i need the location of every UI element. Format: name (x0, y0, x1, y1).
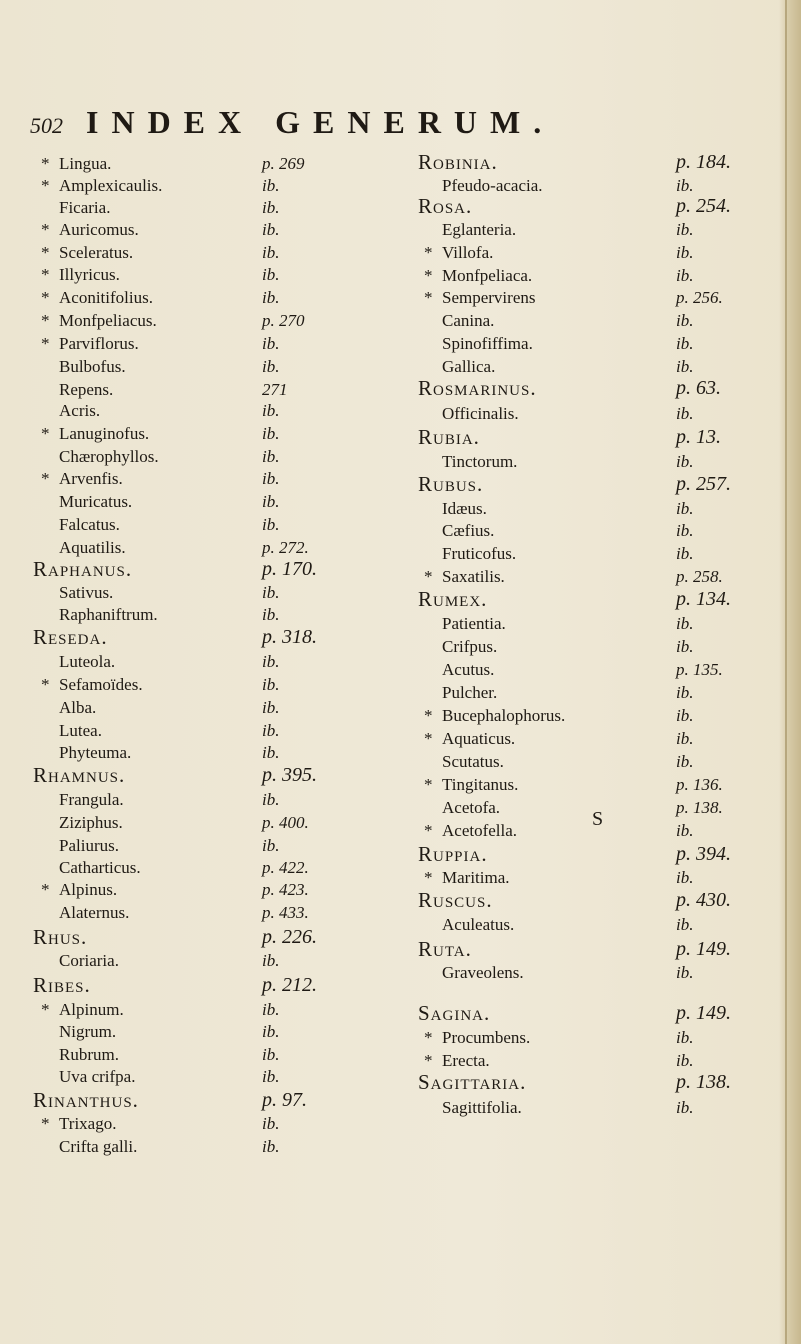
species-name: Lanuginofus. (59, 424, 150, 443)
page-reference: p. 272. (262, 538, 309, 557)
index-entry (59, 446, 159, 468)
species-name: Acris. (59, 401, 101, 420)
index-entry (442, 797, 500, 819)
index-entry (442, 962, 524, 984)
asterisk-marker: * (424, 729, 433, 748)
index-entry (41, 287, 153, 309)
species-name: Aconitifolius. (59, 288, 153, 307)
index-entry (59, 835, 119, 857)
asterisk-marker: * (41, 1000, 50, 1019)
page-reference: ib. (676, 637, 694, 656)
species-name: Uva crifpa. (59, 1067, 136, 1086)
species-name: Scutatus. (442, 752, 504, 771)
page-reference: p. 138. (676, 798, 723, 817)
section-letter: S (592, 808, 604, 830)
index-entry (41, 219, 139, 241)
index-entry (41, 999, 124, 1021)
page-reference: ib. (676, 729, 694, 748)
page-reference: ib. (676, 614, 694, 633)
species-name: Tingitanus. (442, 775, 519, 794)
genus-name: Rubia. (418, 425, 480, 449)
species-name: Alpinus. (59, 880, 118, 899)
index-entry (424, 867, 510, 889)
page-reference: p. 212. (262, 974, 317, 996)
species-name: Chærophyllos. (59, 447, 159, 466)
page-reference: ib. (676, 521, 694, 540)
index-entry (59, 1021, 116, 1043)
index-entry (41, 333, 139, 355)
index-entry (41, 264, 120, 286)
page-reference: ib. (262, 357, 280, 376)
page-reference: ib. (262, 1000, 280, 1019)
asterisk-marker: * (41, 675, 50, 694)
index-entry (418, 889, 493, 911)
species-name: Crifpus. (442, 637, 498, 656)
species-name: Raphaniftrum. (59, 605, 158, 624)
index-entry (59, 356, 126, 378)
species-name: Ziziphus. (59, 813, 123, 832)
species-name: Villofa. (442, 243, 494, 262)
species-name: Gallica. (442, 357, 496, 376)
page-reference: p. 138. (676, 1071, 731, 1093)
page-reference: ib. (676, 683, 694, 702)
genus-name: Rinanthus. (33, 1088, 139, 1112)
index-entry (442, 498, 487, 520)
page-reference: ib. (676, 963, 694, 982)
page-reference: ib. (262, 1114, 280, 1133)
index-entry (442, 613, 506, 635)
page-reference: ib. (676, 404, 694, 423)
index-entry (442, 310, 494, 332)
index-entry (59, 789, 124, 811)
index-entry (41, 1113, 117, 1135)
page-reference: ib. (676, 243, 694, 262)
index-entry (59, 604, 158, 626)
index-entry (442, 543, 516, 565)
index-entry (59, 1044, 119, 1066)
species-name: Sagittifolia. (442, 1098, 522, 1117)
page-reference: p. 423. (262, 880, 309, 899)
page-reference: ib. (676, 1028, 694, 1047)
asterisk-marker: * (424, 567, 433, 586)
page-reference: ib. (262, 288, 280, 307)
index-entry (41, 242, 134, 264)
page-reference: p. 269 (262, 154, 305, 173)
page-reference: ib. (676, 1051, 694, 1070)
index-entry (59, 1066, 135, 1088)
page-reference: p. 226. (262, 926, 317, 948)
species-name: Alba. (59, 698, 97, 717)
index-entry (33, 764, 125, 786)
index-entry (418, 1071, 526, 1093)
index-entry (424, 774, 519, 796)
genus-name: Rubus. (418, 472, 484, 496)
species-name: Maritima. (442, 868, 510, 887)
species-name: Saxatilis. (442, 567, 505, 586)
species-name: Pulcher. (442, 683, 498, 702)
page-reference: ib. (262, 1067, 280, 1086)
species-name: Bulbofus. (59, 357, 126, 376)
species-name: Frangula. (59, 790, 124, 809)
index-entry (41, 879, 118, 901)
page-number: 502 (30, 113, 63, 138)
genus-name: Ruscus. (418, 888, 493, 912)
page-reference: ib. (262, 334, 280, 353)
species-name: Idæus. (442, 499, 487, 518)
asterisk-marker: * (424, 243, 433, 262)
genus-name: Sagina. (418, 1001, 491, 1025)
page-reference: ib. (262, 220, 280, 239)
running-header (30, 104, 770, 144)
page-reference: p. 395. (262, 764, 317, 786)
page-reference: ib. (262, 721, 280, 740)
index-entry (41, 310, 157, 332)
page-reference: ib. (676, 176, 694, 195)
index-entry (418, 426, 480, 448)
index-entry (59, 582, 113, 604)
page-reference: ib. (676, 266, 694, 285)
species-name: Alaternus. (59, 903, 130, 922)
page-reference: ib. (676, 220, 694, 239)
species-name: Paliurus. (59, 836, 119, 855)
asterisk-marker: * (424, 706, 433, 725)
page-reference: p. 433. (262, 903, 309, 922)
page-reference: ib. (262, 951, 280, 970)
species-name: Procumbens. (442, 1028, 531, 1047)
species-name: Trixago. (59, 1114, 117, 1133)
page-reference: p. 136. (676, 775, 723, 794)
index-entry (41, 674, 143, 696)
index-entry (418, 473, 483, 495)
page-reference: p. 63. (676, 377, 721, 399)
asterisk-marker: * (41, 220, 50, 239)
index-title: INDEX GENERUM. (86, 104, 555, 140)
species-name: Repens. (59, 380, 114, 399)
index-entry (59, 902, 129, 924)
index-entry (424, 728, 516, 750)
page-reference: ib. (676, 752, 694, 771)
index-entry (424, 820, 518, 842)
index-entry (59, 537, 126, 559)
species-name: Crifta galli. (59, 1137, 138, 1156)
index-entry (41, 175, 163, 197)
index-entry (442, 356, 495, 378)
page-reference: ib. (676, 868, 694, 887)
index-entry (41, 423, 150, 445)
page-reference: p. 13. (676, 426, 721, 448)
index-entry (424, 287, 536, 309)
species-name: Aquaticus. (442, 729, 516, 748)
index-entry (442, 403, 519, 425)
page-reference: ib. (676, 915, 694, 934)
asterisk-marker: * (41, 154, 50, 173)
species-name: Lingua. (59, 154, 112, 173)
index-entry (59, 651, 115, 673)
index-entry (59, 950, 119, 972)
index-entry (442, 659, 494, 681)
species-name: Parviflorus. (59, 334, 139, 353)
index-entry (442, 636, 497, 658)
genus-name: Ruta. (418, 937, 472, 961)
page-reference: p. 149. (676, 938, 731, 960)
page-reference: p. 149. (676, 1002, 731, 1024)
page-reference: ib. (676, 1098, 694, 1117)
species-name: Amplexicaulis. (59, 176, 163, 195)
species-name: Sempervirens (442, 288, 536, 307)
page-reference: ib. (262, 790, 280, 809)
page-reference: p. 318. (262, 626, 317, 648)
page-reference: p. 135. (676, 660, 723, 679)
page-reference: ib. (262, 424, 280, 443)
species-name: Sativus. (59, 583, 114, 602)
species-name: Cæfius. (442, 521, 495, 540)
page-reference: ib. (676, 311, 694, 330)
page-reference: ib. (262, 447, 280, 466)
species-name: Muricatus. (59, 492, 133, 511)
page-reference: p. 170. (262, 558, 317, 580)
index-entry (59, 379, 113, 401)
species-name: Illyricus. (59, 265, 120, 284)
page-reference: ib. (262, 515, 280, 534)
page-reference: ib. (262, 401, 280, 420)
asterisk-marker: * (41, 311, 50, 330)
page-reference: ib. (262, 198, 280, 217)
index-entry (41, 153, 112, 175)
genus-name: Raphanus. (33, 557, 133, 581)
species-name: Aquatilis. (59, 538, 126, 557)
species-name: Pfeudo-acacia. (442, 176, 543, 195)
index-entry (442, 219, 516, 241)
species-name: Monfpeliaca. (442, 266, 533, 285)
asterisk-marker: * (424, 821, 433, 840)
index-entry (418, 1002, 490, 1024)
asterisk-marker: * (424, 868, 433, 887)
asterisk-marker: * (41, 288, 50, 307)
genus-name: Rhus. (33, 925, 88, 949)
index-entry (442, 682, 497, 704)
index-entry (418, 588, 487, 610)
asterisk-marker: * (41, 880, 50, 899)
index-entry (59, 1136, 137, 1158)
asterisk-marker: * (41, 176, 50, 195)
species-name: Graveolens. (442, 963, 524, 982)
species-name: Aculeatus. (442, 915, 515, 934)
index-entry (424, 1027, 531, 1049)
species-name: Officinalis. (442, 404, 519, 423)
index-entry (418, 195, 472, 217)
page-reference: p. 400. (262, 813, 309, 832)
page-reference: ib. (262, 836, 280, 855)
species-name: Falcatus. (59, 515, 120, 534)
page-reference: ib. (262, 1137, 280, 1156)
page-reference: p. 270 (262, 311, 305, 330)
index-entry (59, 857, 141, 879)
index-entry (442, 1097, 522, 1119)
page-reference: ib. (262, 698, 280, 717)
genus-name: Robinia. (418, 150, 498, 174)
species-name: Auricomus. (59, 220, 139, 239)
page-reference: p. 134. (676, 588, 731, 610)
page-reference: p. 254. (676, 195, 731, 217)
index-entry (424, 566, 505, 588)
species-name: Patientia. (442, 614, 506, 633)
page-reference: ib. (676, 452, 694, 471)
index-entry (442, 914, 514, 936)
index-entry (59, 514, 120, 536)
genus-name: Rumex. (418, 587, 488, 611)
asterisk-marker: * (41, 265, 50, 284)
page-reference: p. 422. (262, 858, 309, 877)
species-name: Sceleratus. (59, 243, 134, 262)
index-entry (418, 938, 472, 960)
species-name: Lutea. (59, 721, 102, 740)
species-name: Rubrum. (59, 1045, 119, 1064)
page-reference: ib. (262, 243, 280, 262)
index-entry (59, 742, 131, 764)
page-reference: ib. (262, 469, 280, 488)
index-entry (59, 697, 96, 719)
genus-name: Rosmarinus. (418, 376, 537, 400)
page-reference: ib. (676, 334, 694, 353)
asterisk-marker: * (424, 266, 433, 285)
page-reference: p. 394. (676, 843, 731, 865)
asterisk-marker: * (424, 1051, 433, 1070)
page-reference: ib. (262, 492, 280, 511)
page-edge-line (785, 0, 787, 1344)
page-reference: p. 257. (676, 473, 731, 495)
index-entry (59, 400, 100, 422)
asterisk-marker: * (424, 288, 433, 307)
page-reference: p. 184. (676, 151, 731, 173)
index-entry (33, 626, 108, 648)
index-entry (442, 451, 517, 473)
index-entry (424, 242, 494, 264)
index-entry (418, 843, 488, 865)
asterisk-marker: * (41, 1114, 50, 1133)
genus-name: Rosa. (418, 194, 473, 218)
index-entry (442, 333, 533, 355)
species-name: Ficaria. (59, 198, 111, 217)
page-reference: ib. (676, 499, 694, 518)
index-entry (33, 1089, 139, 1111)
species-name: Bucephalophorus. (442, 706, 566, 725)
asterisk-marker: * (424, 775, 433, 794)
page-reference: ib. (262, 1022, 280, 1041)
page-reference: p. 430. (676, 889, 731, 911)
page-reference: ib. (262, 675, 280, 694)
index-entry (424, 705, 566, 727)
index-entry (59, 197, 110, 219)
page-reference: ib. (676, 357, 694, 376)
asterisk-marker: * (424, 1028, 433, 1047)
genus-name: Ruppia. (418, 842, 488, 866)
species-name: Luteola. (59, 652, 116, 671)
species-name: Phyteuma. (59, 743, 132, 762)
species-name: Acetofa. (442, 798, 501, 817)
page-reference: ib. (262, 743, 280, 762)
genus-name: Rhamnus. (33, 763, 126, 787)
species-name: Canina. (442, 311, 495, 330)
index-entry (33, 974, 91, 996)
species-name: Nigrum. (59, 1022, 117, 1041)
asterisk-marker: * (41, 424, 50, 443)
page-reference: 271 (262, 380, 288, 399)
index-entry (33, 558, 132, 580)
page-reference: p. 97. (262, 1089, 307, 1111)
species-name: Fruticofus. (442, 544, 517, 563)
page-reference: ib. (262, 605, 280, 624)
species-name: Acutus. (442, 660, 495, 679)
species-name: Alpinum. (59, 1000, 124, 1019)
index-entry (59, 491, 132, 513)
asterisk-marker: * (41, 243, 50, 262)
page-reference: ib. (676, 706, 694, 725)
asterisk-marker: * (41, 469, 50, 488)
genus-name: Reseda. (33, 625, 108, 649)
page-reference: ib. (262, 652, 280, 671)
species-name: Tinctorum. (442, 452, 518, 471)
page-edge-shadow (779, 0, 801, 1344)
index-entry (424, 1050, 490, 1072)
index-entry (59, 720, 102, 742)
index-entry (59, 812, 123, 834)
species-name: Monfpeliacus. (59, 311, 157, 330)
species-name: Acetofella. (442, 821, 518, 840)
page-reference: ib. (262, 1045, 280, 1064)
species-name: Eglanteria. (442, 220, 517, 239)
index-entry (418, 377, 537, 399)
index-entry (41, 468, 123, 490)
species-name: Erecta. (442, 1051, 490, 1070)
index-entry (33, 926, 87, 948)
species-name: Arvenfis. (59, 469, 123, 488)
page-reference: ib. (262, 583, 280, 602)
species-name: Spinofiffima. (442, 334, 533, 353)
page-reference: ib. (676, 544, 694, 563)
species-name: Coriaria. (59, 951, 119, 970)
asterisk-marker: * (41, 334, 50, 353)
species-name: Sefamoïdes. (59, 675, 143, 694)
page-reference: ib. (262, 176, 280, 195)
page-reference: ib. (262, 265, 280, 284)
page-reference: p. 256. (676, 288, 723, 307)
index-entry (442, 751, 504, 773)
index-entry (424, 265, 533, 287)
genus-name: Ribes. (33, 973, 91, 997)
page-reference: ib. (676, 821, 694, 840)
index-entry (418, 151, 498, 173)
page-reference: p. 258. (676, 567, 723, 586)
genus-name: Sagittaria. (418, 1070, 527, 1094)
index-entry (442, 520, 494, 542)
species-name: Catharticus. (59, 858, 141, 877)
